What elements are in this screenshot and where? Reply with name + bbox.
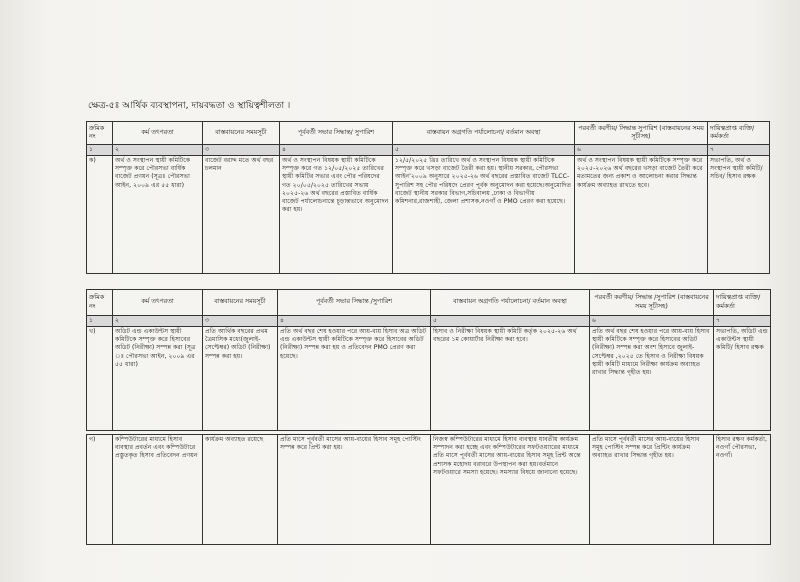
row-next-action: অর্থ ও সংস্থাপন বিষয়ক স্থায়ী কমিটিকে সম্পৃক্ত করে ২০২৫-২০২৬ অর্থ বছরের খসড়া বাজেট তৈরী করে মতামতের জন্য প্রকাশ ও আলোচনা করার সিদ্ধান্ত কার্যক্রম অব্যাহত রাখতে হবে। bbox=[575, 156, 708, 274]
table-header-row bbox=[87, 290, 771, 316]
column-number-row bbox=[87, 145, 770, 156]
row-responsible: সভাপতি, অর্থ ও সংস্থাপন স্থায়ী কমিটি/সচিব/ হিসাব রক্ষক bbox=[708, 156, 770, 274]
header-serial: ক্রমিক নং bbox=[87, 290, 113, 316]
header-progress-review: বাস্তবায়ন অগ্রগতি পর্যালোচনা/ বর্তমান অবস্থা bbox=[393, 122, 575, 145]
table-financial-management-1 bbox=[86, 121, 770, 274]
header-schedule: বাস্তবায়নের সময়সূচী bbox=[203, 290, 278, 316]
row-progress-review: নিজস্ব কম্পিউটারের মাধ্যমে হিসাব ব্যবস্থার যাবতীয় কার্যক্রম সম্পাদন করা হচ্ছে এবং কম্পিউটারের সফটওয়্যারের মাধ্যমে প্রতি মাসে পূর্ববর্তী মাসের আয়-ব্যয়ের হিসাব সমূহ প্রিন্ট অন্তে প্রশাসক মহোদয় বরাবরে উপস্থাপন করা হয়।বর্তমানে সফটওয়ারে সমস্যা হয়েছে। সমস্যার বিষয়ে জানানো হয়েছে। bbox=[431, 435, 590, 545]
column-number: ৪ bbox=[278, 316, 431, 327]
header-responsible: দায়িত্বপ্রাপ্ত ব্যক্তি/ কর্মকর্তা bbox=[714, 290, 771, 316]
header-progress-review: বাস্তবায়ন অগ্রগতি পর্যালোচনা/ বর্তমান অবস্থা bbox=[431, 290, 590, 316]
row-schedule: কার্যক্রম অব্যাহত রয়েছে bbox=[203, 435, 278, 545]
row-schedule: প্রতি আর্থিক বছরের প্রথম ত্রৈমাসিক মধ্যে(জুলাই-সেপ্টেম্বর) অডিট (নিরীক্ষা) সম্পন্ন করা হয়। bbox=[203, 327, 278, 431]
column-number-row bbox=[87, 316, 771, 327]
row-progress-review: ১২/৫/২০২৫ খ্রিঃ তারিখে অর্থ ও সংস্থাপন বিষয়ক স্থায়ী কমিটিকে সম্পৃক্ত করে খসড়া বাজেট তৈরী করা হয়। স্থানীয় সরকার, পৌরসভা আইন'২০০৯ অনুসারে ২০২৫-২৬ অর্থ বছরের প্রস্তাবিত বাজেট TLCC- সুপারিশ সহ পৌর পরিষদে প্রেরণ পূর্বক অনুমোদন করা হয়েছে।অনুমোদিত বাজেট স্থানীয় সরকার বিভাগ,সচিবালয় ,ঢাকা ও বিভাগীয় কমিশনার,রাজশাহী, জেলা প্রশাসক,নওগাঁ ও PMO প্রেরণ করা হয়েছে। bbox=[393, 156, 575, 274]
row-schedule: বাজেট বরাদ্দ মতে অর্থ বছর চলমান bbox=[203, 156, 280, 274]
column-number: ৩ bbox=[203, 145, 280, 156]
header-previous-decision: পূর্ববর্তী সভার সিদ্ধান্ত /সুপারিশ bbox=[278, 290, 431, 316]
row-activity: অডিট এন্ড একাউন্টস স্থায়ী কমিটিকে সম্পৃক্ত করে হিসাবের অডিট (নিরীক্ষা) সম্পন্ন করা (সূত্র ঃ পৌরসভা আইন, ২০০৯ এর ৫৫ ধারা) bbox=[113, 327, 203, 431]
header-responsible: দায়িত্বপ্রাপ্ত ব্যক্তি/ কর্মকর্তা bbox=[708, 122, 770, 145]
section-heading: ক্ষেত্র-৫ঃ আর্থিক ব্যবস্থাপনা, দায়বদ্ধতা ও স্থায়িত্বশীলতা । bbox=[88, 101, 291, 111]
row-next-action: প্রতি মাসে পূর্ববর্তী মাসের আয়-ব্যয়ের হিসাব সমূহ পোস্টিং সম্পন্ন করে প্রিন্টিং কার্যক্রম অব্যাহত রাখার সিদ্ধান্ত গৃহীত হয়। bbox=[590, 435, 714, 545]
column-number: ৩ bbox=[203, 316, 278, 327]
table-row bbox=[87, 327, 771, 431]
row-activity: কম্পিউটারের মাধ্যমে হিসাব ব্যবস্থার প্রবর্তন এবং কম্পিউটারে প্রস্তুতকৃত হিসাব প্রতিবেদন প্রণয়ন bbox=[113, 435, 203, 545]
row-serial: খ) bbox=[87, 327, 113, 431]
table-header-row bbox=[87, 122, 770, 145]
table-row bbox=[87, 156, 770, 274]
row-activity: অর্থ ও সংস্থাপন স্থায়ী কমিটিকে সম্পৃক্ত করে পৌরসভা বার্ষিক বাজেট প্রণয়ন (সূত্রঃ পৌরসভা আইন, ২০০৯ এর ৫৫ ধারা) bbox=[113, 156, 203, 274]
header-next-action: পরবর্তী করণীয়/ সিদ্ধান্ত সুপারিশ (বাস্তবায়নের সময় সূচীসহ) bbox=[575, 122, 708, 145]
header-next-action: পরবর্তী করণীয়/ সিদ্ধান্ত /সুপারিশ (বাস্তবায়নের সময় সূচীসহ) bbox=[590, 290, 714, 316]
column-number: ২ bbox=[113, 145, 203, 156]
row-serial: ক) bbox=[87, 156, 113, 274]
column-number: ১ bbox=[87, 145, 113, 156]
column-number: ৭ bbox=[708, 145, 770, 156]
header-activity: কর্ম তৎপরতা bbox=[113, 290, 203, 316]
column-number: ৫ bbox=[431, 316, 590, 327]
column-number: ৬ bbox=[590, 316, 714, 327]
row-responsible: সভাপতি, অডিট এন্ড একাউন্টস স্থায়ী কমিটি/ হিসাব রক্ষক bbox=[714, 327, 771, 431]
row-progress-review: হিসাব ও নিরীক্ষা বিষয়ক স্থায়ী কমিটি কর্তৃক ২০২৫-২৬ অর্থ বছরের ১ম কোয়ার্টার নিরীক্ষা করা হবে। bbox=[431, 327, 590, 431]
column-number: ৬ bbox=[575, 145, 708, 156]
column-number: ৭ bbox=[714, 316, 771, 327]
row-previous-decision: অর্থ ও সংস্থাপন বিষয়ক স্থায়ী কমিটিকে সম্পৃক্ত করে গত ১২/০৫/২০২৫ তারিখের স্থায়ী কমিটির সভার এবং পৌর পরিষদের গত ২০/০৫/২০২৫ তারিখের সভায় ২০২৫-২৬ অর্থ বছরের প্রস্তাবিত বার্ষিক বাজেট পর্যালোচনান্তে চূড়ান্তভাবে অনুমোদন করা হয়। bbox=[280, 156, 393, 274]
row-previous-decision: প্রতি মাসে পূর্ববর্তী মাসের আয়-ব্যয়ের হিসাব সমূহ পোস্টিং সম্পন্ন করে প্রিন্ট করা হয়। bbox=[278, 435, 431, 545]
table-row bbox=[87, 435, 771, 545]
header-schedule: বাস্তবায়নের সময়সূচী bbox=[203, 122, 280, 145]
row-responsible: হিসাব রক্ষণ কর্মকর্তা, নওগাঁ পৌরসভা, নওগাঁ। bbox=[714, 435, 771, 545]
column-number: ৫ bbox=[393, 145, 575, 156]
header-previous-decision: পূর্ববর্তী সভার সিদ্ধান্ত/ সুপারিশ bbox=[280, 122, 393, 145]
column-number: ৪ bbox=[280, 145, 393, 156]
row-serial: গ) bbox=[87, 435, 113, 545]
row-previous-decision: প্রতি অর্থ বছর শেষ হওয়ার পরে আয়-ব্যয় হিসাব অত্র অডিট এন্ড একাউন্টস স্থায়ী কমিটিকে সম্পৃক্ত করে হিসাবের অডিট (নিরীক্ষা) সম্পন্ন করা হয় ও প্রতিবেদন PMO প্রেরণ করা হয়েছে। bbox=[278, 327, 431, 431]
column-number: ১ bbox=[87, 316, 113, 327]
column-number: ২ bbox=[113, 316, 203, 327]
table-financial-management-2 bbox=[86, 289, 771, 545]
header-serial: ক্রমিক নং bbox=[87, 122, 113, 145]
row-next-action: প্রতি অর্থ বছর শেষ হওয়ার পরে আয়-ব্যয় হিসাব স্থায়ী কমিটিকে সম্পৃক্ত করে হিসাবের অডিট (নিরীক্ষা) সম্পন্ন করা অংশ হিসাবে জুলাই-সেপ্টেম্বর ,২০২৫ তে হিসাব ও নিরীক্ষা বিষয়ক স্থায়ী কমিটি মাধ্যমে নিরীক্ষা কার্যক্রম অব্যাহত রাখার সিদ্ধান্ত গৃহীত হয়। bbox=[590, 327, 714, 431]
header-activity: কর্ম তৎপরতা bbox=[113, 122, 203, 145]
